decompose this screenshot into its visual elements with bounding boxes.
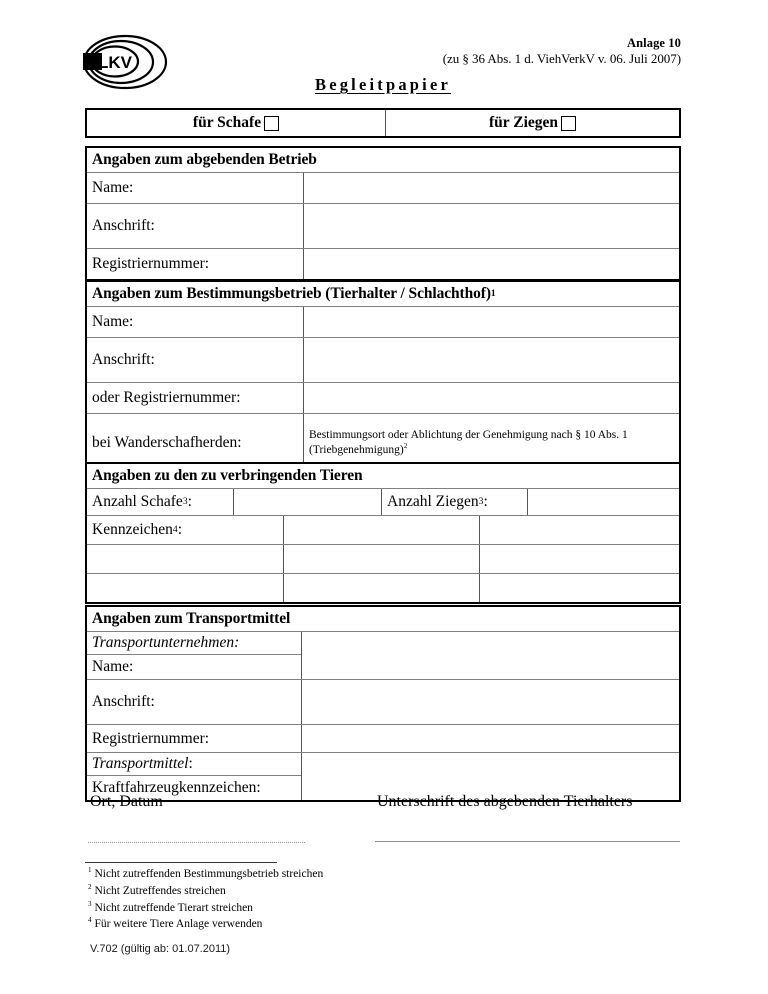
origin-address-label: Anschrift: (92, 217, 155, 234)
transport-means-label (87, 753, 301, 775)
footnote-separator (85, 862, 277, 863)
place-date-label: Ort, Datum (90, 793, 163, 810)
marking-input[interactable] (479, 545, 679, 573)
list-item (88, 866, 508, 883)
list-item (88, 883, 508, 900)
goat-checkbox[interactable] (561, 116, 576, 131)
table-row (87, 337, 679, 382)
list-item (88, 900, 508, 917)
footnote-marker: 1 (88, 866, 92, 875)
goat-option-label: für Ziegen (488, 114, 559, 131)
signature-label: Unterschrift des abgebenden Tierhalters (377, 793, 633, 810)
wandering-flock-label: bei Wanderschafherden: (92, 433, 242, 451)
marking-label: Kennzeichen 4 : (92, 521, 183, 538)
table-row (87, 573, 679, 602)
marking-input[interactable] (479, 574, 679, 602)
table-row (87, 679, 679, 724)
place-date-signature-line[interactable] (88, 842, 305, 843)
signature-labels (85, 793, 685, 817)
origin-holding-section (85, 146, 681, 281)
table-row (87, 172, 679, 203)
marking-input[interactable] (283, 574, 479, 602)
destination-name-label: Name: (92, 313, 134, 330)
footnote-marker: 3 (88, 899, 92, 908)
transport-means-label-text: Transportmittel (92, 755, 189, 772)
sheep-count-label: Anzahl Schafe 3 : (92, 493, 192, 510)
table-row (87, 515, 679, 544)
transport-company-label: Transportunternehmen: (92, 634, 240, 651)
sheep-checkbox[interactable] (264, 116, 279, 131)
table-row (87, 306, 679, 337)
species-selection-bar (85, 108, 681, 138)
sheep-count-colon: : (187, 493, 192, 510)
animals-section (85, 462, 681, 604)
destination-registration-input[interactable] (303, 383, 679, 413)
footnote-text: Für weitere Tiere Anlage verwenden (94, 918, 263, 931)
transport-section-title: Angaben zum Transportmittel (92, 610, 291, 627)
goat-option[interactable] (385, 110, 679, 136)
transport-means-colon: : (188, 755, 193, 772)
footnote-text: Nicht Zutreffendes streichen (94, 884, 226, 897)
footnote-list (88, 866, 508, 933)
annex-reference: (zu § 36 Abs. 1 d. ViehVerkV v. 06. Juli 2007) (442, 51, 681, 66)
table-row (87, 724, 679, 752)
origin-name-label: Name: (92, 179, 134, 196)
table-row (87, 544, 679, 573)
footnote-marker: 2 (88, 882, 92, 891)
sheep-option-label: für Schafe (192, 114, 262, 131)
wandering-flock-note-text: Bestimmungsort oder Ablichtung der Genehmigung nach § 10 Abs. 1 (Triebgenehmigung) (309, 428, 628, 456)
destination-address-label: Anschrift: (92, 351, 155, 368)
origin-name-input[interactable] (303, 173, 679, 203)
goat-count-label: Anzahl Ziegen 3 : (381, 489, 527, 515)
table-row (87, 382, 679, 413)
marking-input[interactable] (87, 545, 283, 573)
marking-colon: : (177, 521, 183, 538)
destination-registration-label: oder Registriernummer: (92, 389, 241, 406)
destination-address-input[interactable] (303, 338, 679, 382)
marking-input[interactable] (283, 516, 479, 544)
sheep-count-label-text: Anzahl Schafe (92, 493, 183, 510)
origin-section-title: Angaben zum abgebenden Betrieb (92, 151, 317, 168)
origin-registration-input[interactable] (303, 249, 679, 279)
origin-registration-label: Registriernummer: (92, 255, 210, 272)
goat-count-input[interactable] (527, 489, 679, 515)
annex-number: Anlage 10 (626, 36, 681, 50)
marking-label-text: Kennzeichen (92, 521, 173, 538)
transport-plate-label: Kraftfahrzeugkennzeichen: (87, 775, 301, 800)
transport-name-input[interactable] (301, 632, 679, 679)
svg-text:LKV: LKV (98, 53, 132, 72)
table-row (87, 203, 679, 248)
holder-signature-line[interactable] (375, 841, 680, 842)
footnote-text: Nicht zutreffende Tierart streichen (94, 901, 253, 914)
sheep-option[interactable] (87, 110, 385, 136)
transport-registration-label: Registriernummer: (92, 729, 210, 747)
marking-input[interactable] (87, 574, 283, 602)
page-title: Begleitpapier (315, 75, 451, 94)
goat-count-label-text: Anzahl Ziegen (387, 493, 479, 510)
transport-address-label: Anschrift: (92, 693, 155, 710)
list-item (88, 916, 508, 933)
document-footer (85, 793, 685, 955)
transport-section (85, 605, 681, 802)
footnote-text: Nicht zutreffenden Bestimmungsbetrieb streichen (94, 868, 324, 880)
form-version: V.702 (gültig ab: 01.07.2011) (90, 943, 231, 955)
footnote-marker: 4 (88, 916, 92, 925)
annex-info (443, 35, 681, 68)
transport-address-input[interactable] (301, 680, 679, 724)
destination-holding-section (85, 280, 681, 473)
transport-name-label: Name: (87, 654, 301, 679)
table-row (87, 248, 679, 279)
animals-section-title: Angaben zu den zu verbringenden Tieren (92, 467, 363, 484)
marking-input[interactable] (283, 545, 479, 573)
destination-section-title-text: Angaben zum Bestimmungsbetrieb (Tierhalter / Schlachthof) (92, 285, 491, 302)
destination-section-title: Angaben zum Bestimmungsbetrieb (Tierhalter / Schlachthof) 1 (92, 285, 496, 302)
origin-address-input[interactable] (303, 204, 679, 248)
destination-name-input[interactable] (303, 307, 679, 337)
table-row (87, 488, 679, 515)
wandering-flock-footnote-marker: 2 (403, 441, 408, 450)
marking-input[interactable] (479, 516, 679, 544)
document-header (85, 32, 681, 102)
goat-count-colon: : (483, 493, 488, 510)
transport-registration-input[interactable] (301, 725, 679, 752)
sheep-count-input[interactable] (233, 489, 381, 515)
